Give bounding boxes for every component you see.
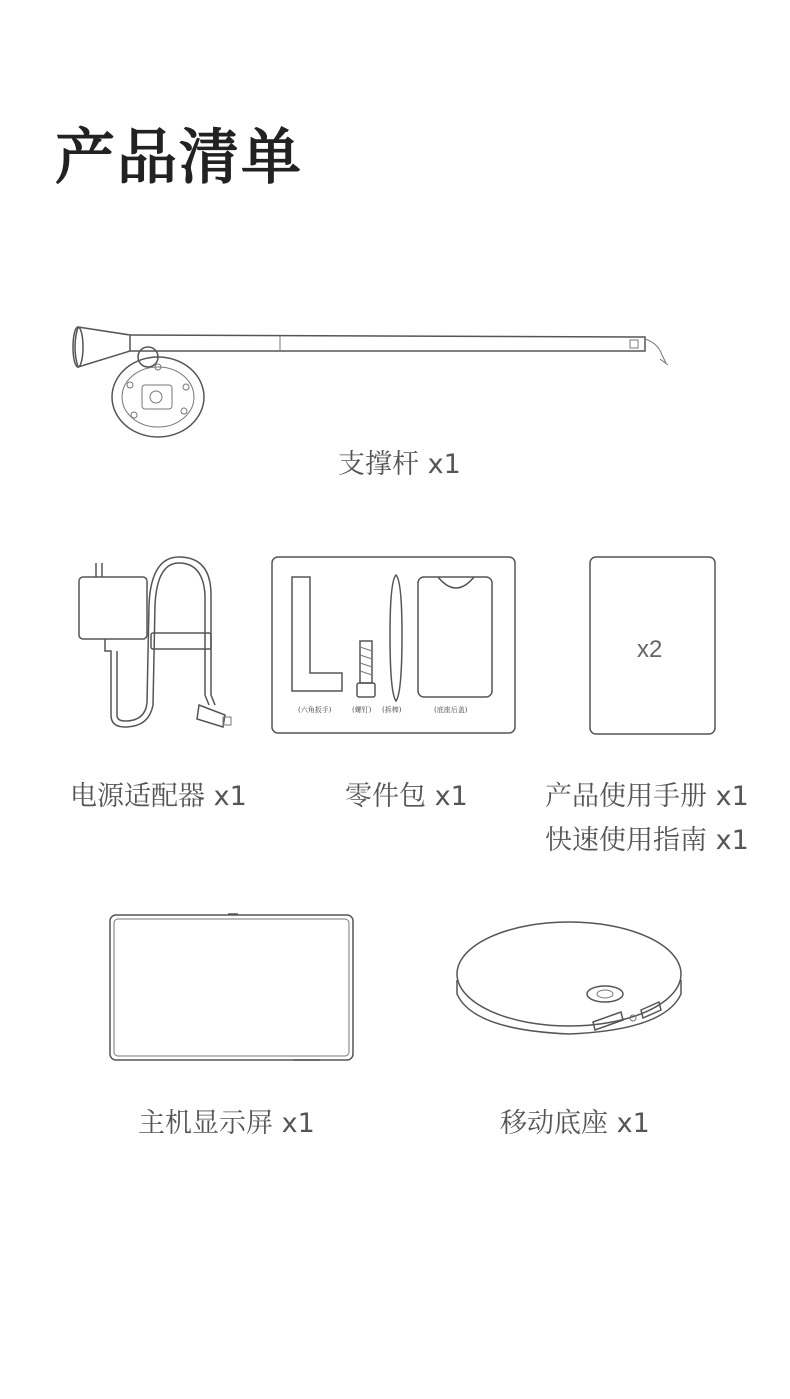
caption-quick-guide: 快速使用指南 x1 (545, 825, 749, 856)
caption-power-adapter: 电源适配器 x1 (70, 781, 247, 812)
caption-parts-pack: 零件包 x1 (345, 781, 468, 812)
support-rod-illustration (70, 315, 680, 445)
caption-mobile-base: 移动底座 x1 (500, 1108, 650, 1139)
label-screw: (螺钉) (352, 706, 372, 714)
label-hex-wrench: (六角扳手) (298, 706, 332, 714)
caption-display: 主机显示屏 x1 (138, 1108, 315, 1139)
label-base-cover: (底座后盖) (434, 706, 468, 714)
manual-count: x2 (637, 636, 663, 663)
parts-pack-illustration (270, 555, 518, 735)
power-adapter-illustration (75, 555, 240, 735)
page-title: 产品清单 (55, 123, 303, 193)
caption-support-rod: 支撑杆 x1 (338, 449, 461, 480)
mobile-base-illustration (453, 918, 687, 1040)
display-illustration (108, 912, 356, 1064)
caption-manual: 产品使用手册 x1 (545, 781, 749, 812)
label-pry-bar: (拆棒) (382, 706, 402, 714)
manual-illustration (588, 555, 718, 737)
